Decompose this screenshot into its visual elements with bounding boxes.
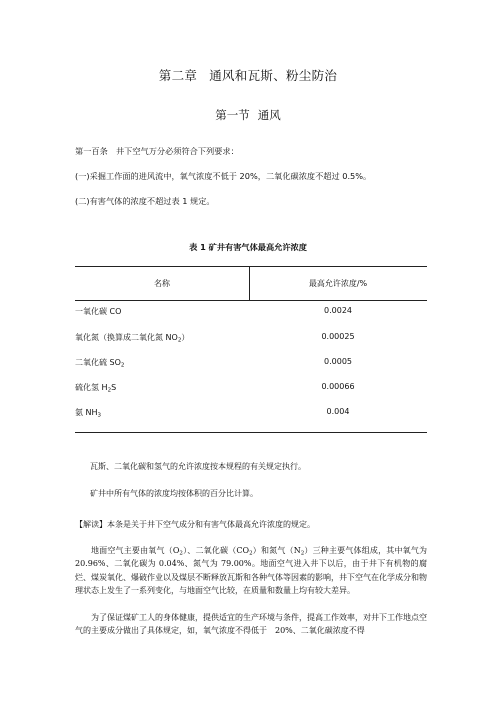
- gas-name: 硫化氢 $H_2S$: [75, 383, 117, 394]
- table-top-rule: [75, 266, 427, 267]
- table-note-2: 矿井中所有气体的浓度均按体积的百分比计算。: [90, 489, 258, 498]
- article-heading: 第一百条 井下空气万分必须符合下列要求：: [75, 146, 239, 156]
- section-name: 通风: [257, 108, 281, 122]
- chapter-number: 第二章: [158, 68, 198, 83]
- table-bottom-rule: [75, 432, 427, 433]
- table-row: [75, 407, 427, 421]
- chapter-title: [0, 66, 496, 84]
- gas-concentration: 0.004: [326, 407, 350, 416]
- gas-concentration: 0.0005: [324, 357, 352, 366]
- table-row: [75, 332, 427, 346]
- interpretation-heading: 【解读】本条是关于井下空气成分和有害气体最高允许浓度的规定。: [75, 520, 315, 529]
- section-number: 第一节: [215, 108, 250, 122]
- requirement-item-2: (二)有害气体的浓度不超过表 1 规定。: [75, 196, 215, 206]
- body-paragraph-air-composition: 地面空气主要由氧气$(O_2)$、二氧化碳$(CO_2)$和氮气$(N_2)$三种主要气体组成，其中氧气为 20.96%、二氧化碳为 0.04%、氮气为 79.00%。地面空气进入井下以后，由于井下有机物的腐烂、煤炭氧化、爆破作业以及煤层不断释放瓦斯和各种气体等因素的影响，井下空气在化学成分和物理状态上发生了一系列变化，与地面空气比较，在质量和数量上均有较大差异。: [75, 546, 428, 596]
- chapter-name: 通风和瓦斯、粉尘防治: [209, 68, 338, 83]
- table-note-1: 瓦斯、二氧化碳和氢气的允许浓度按本规程的有关规定执行。: [90, 462, 306, 471]
- gas-name: 氨 $NH_3$: [75, 408, 102, 419]
- table-row: [75, 382, 427, 396]
- gas-concentration: 0.0024: [324, 306, 352, 315]
- section-title: [0, 107, 496, 123]
- table-header-name: 名称: [154, 279, 170, 288]
- gas-concentration: 0.00066: [321, 382, 355, 391]
- gas-concentration: 0.00025: [321, 332, 355, 341]
- gas-name: 一氧化碳 CO: [75, 307, 122, 316]
- table-caption: 表 1 矿井有害气体最高允许浓度: [189, 242, 307, 252]
- requirement-item-1: (一)采掘工作面的进风流中，氧气浓度不低于 20%，二氧化碳浓度不超过 0.5%。: [75, 171, 372, 181]
- table-row: [75, 306, 427, 320]
- gas-name: 氧化氮（换算成二氧化氮 $NO_2$）: [75, 333, 190, 344]
- table-row: [75, 357, 427, 371]
- table-header-concentration: 最高允许浓度/%: [308, 279, 368, 288]
- gas-name: 二氧化硫 $SO_2$: [75, 358, 125, 369]
- table-header-rule: [75, 300, 427, 301]
- body-paragraph-health-rules: 为了保证煤矿工人的身体健康，提供适宜的生产环境与条件，提高工作效率，对井下工作地点空气的主要成分做出了具体规定，如，氧气浓度不得低于 20%、二氧化碳浓度不得: [75, 613, 427, 636]
